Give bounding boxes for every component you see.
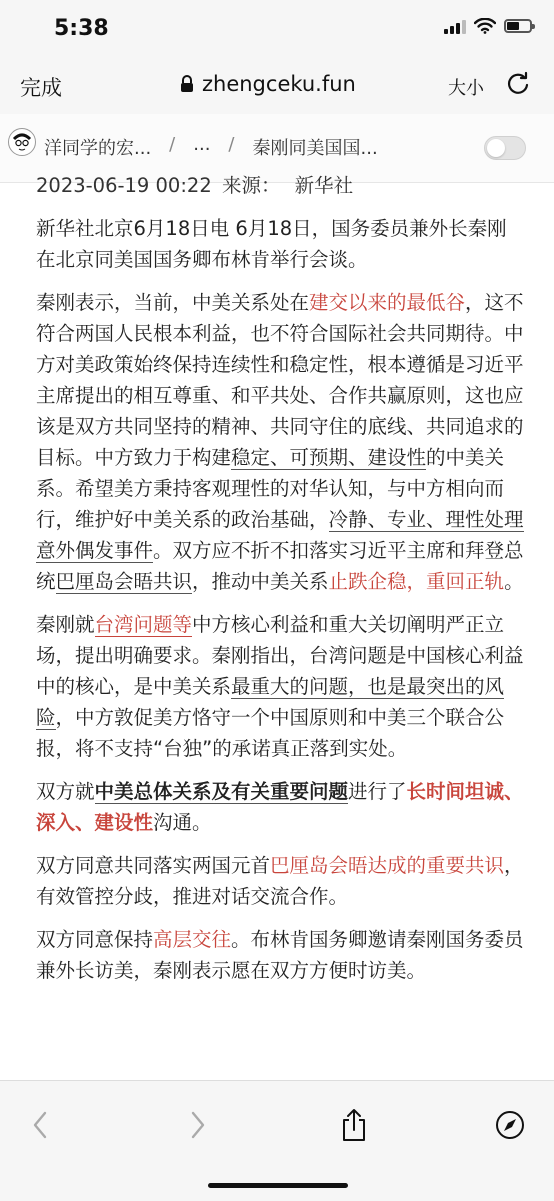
- bold-underline-text: 中美总体关系及有关重要问题: [94, 780, 349, 803]
- signal-icon: [444, 18, 466, 34]
- underline-text: 冷静、专业、理性处理意外偶发事件: [36, 508, 524, 562]
- underline-text: 巴厘岛会晤共识: [55, 570, 193, 593]
- wifi-icon: [474, 18, 496, 34]
- breadcrumb-site[interactable]: 洋同学的宏...: [44, 138, 152, 159]
- address-bar[interactable]: [180, 72, 356, 96]
- compass-button[interactable]: [490, 1107, 530, 1143]
- breadcrumb: [44, 134, 378, 160]
- forward-button[interactable]: [178, 1107, 218, 1143]
- highlight-red-bold: 长时间坦诚、深入、建设性: [36, 780, 524, 834]
- highlight-red: 止跌企稳，重回正轨: [328, 570, 505, 593]
- done-button[interactable]: 完成: [20, 76, 62, 100]
- paragraph-6: 双方同意保持高层交往。布林肯国务卿邀请秦刚国务委员兼外长访美，秦刚表示愿在双方方便时访美。: [36, 928, 524, 982]
- paragraph-3: 秦刚就台湾问题等中方核心利益和重大关切阐明严正立场，提出明确要求。秦刚指出，台湾问题是中国核心利益中的核心，是中美关系最重大的问题，也是最突出的风险，中方敦促美方恪守一个中国原则和中美三个联合公报，将不支持“台独”的承诺真正落到实处。: [36, 613, 524, 760]
- compass-icon: [495, 1110, 525, 1140]
- share-icon: [340, 1108, 368, 1142]
- article-meta: [36, 170, 526, 201]
- highlight-red: 建交以来的最低谷: [309, 291, 466, 314]
- breadcrumb-separator: /: [228, 134, 235, 155]
- highlight-red: 巴厘岛会晤达成的重要共识: [270, 854, 505, 877]
- article-body: [36, 170, 526, 1050]
- back-icon: [31, 1111, 49, 1139]
- reload-icon[interactable]: [504, 70, 532, 98]
- lock-icon: [180, 75, 194, 93]
- toggle-switch[interactable]: [484, 136, 526, 160]
- paragraph-1: 新华社北京6月18日电 6月18日，国务委员兼外长秦刚在北京同美国国务卿布林肯举行会谈。: [36, 217, 507, 271]
- back-button[interactable]: [20, 1107, 60, 1143]
- publish-date: 2023-06-19 00:22: [36, 174, 212, 197]
- text-size-button[interactable]: 大小: [448, 78, 484, 99]
- breadcrumb-ellipsis[interactable]: ...: [193, 134, 211, 155]
- forward-icon: [189, 1111, 207, 1139]
- url-text: zhengceku.fun: [202, 72, 356, 96]
- share-button[interactable]: [334, 1107, 374, 1143]
- paragraph-2: 秦刚表示，当前，中美关系处在建交以来的最低谷，这不符合两国人民根本利益，也不符合国际社会共同期待。中方对美政策始终保持连续性和稳定性，根本遵循是习近平主席提出的相互尊重、和平共处、合作共赢原则，这也应该是双方共同坚持的精神、共同守住的底线、共同追求的目标。中方致力于构建稳定、可预期、建设性的中美关系。希望美方秉持客观理性的对华认知，与中方相向而行，维护好中美关系的政治基础，冷静、专业、理性处理意外偶发事件。双方应不折不扣落实习近平主席和拜登总统巴厘岛会晤共识，推动中美关系止跌企稳，重回正轨。: [36, 291, 524, 593]
- underline-text: 稳定、可预期、建设性: [231, 446, 427, 469]
- status-bar: [0, 0, 554, 58]
- source-name: 新华社: [294, 174, 354, 197]
- status-icons: [444, 18, 532, 34]
- home-indicator: [208, 1183, 348, 1188]
- highlight-red: 高层交往: [153, 928, 232, 951]
- paragraph-4: 双方就中美总体关系及有关重要问题进行了长时间坦诚、深入、建设性沟通。: [36, 780, 524, 834]
- underline-text: 最重大的问题，也是最突出的风险: [36, 675, 505, 729]
- highlight-red-underline: 台湾问题等: [94, 613, 193, 636]
- avatar-face-icon: [9, 129, 35, 155]
- source-label: 来源：: [221, 174, 281, 197]
- paragraph-5: 双方同意共同落实两国元首巴厘岛会晤达成的重要共识，有效管控分歧，推进对话交流合作。: [36, 854, 524, 908]
- breadcrumb-separator: /: [169, 134, 176, 155]
- battery-icon: [504, 19, 532, 33]
- status-time: 5:38: [54, 16, 109, 41]
- browser-nav-bar: [0, 58, 554, 114]
- breadcrumb-current: 秦刚同美国国...: [252, 138, 378, 159]
- avatar[interactable]: [8, 128, 36, 156]
